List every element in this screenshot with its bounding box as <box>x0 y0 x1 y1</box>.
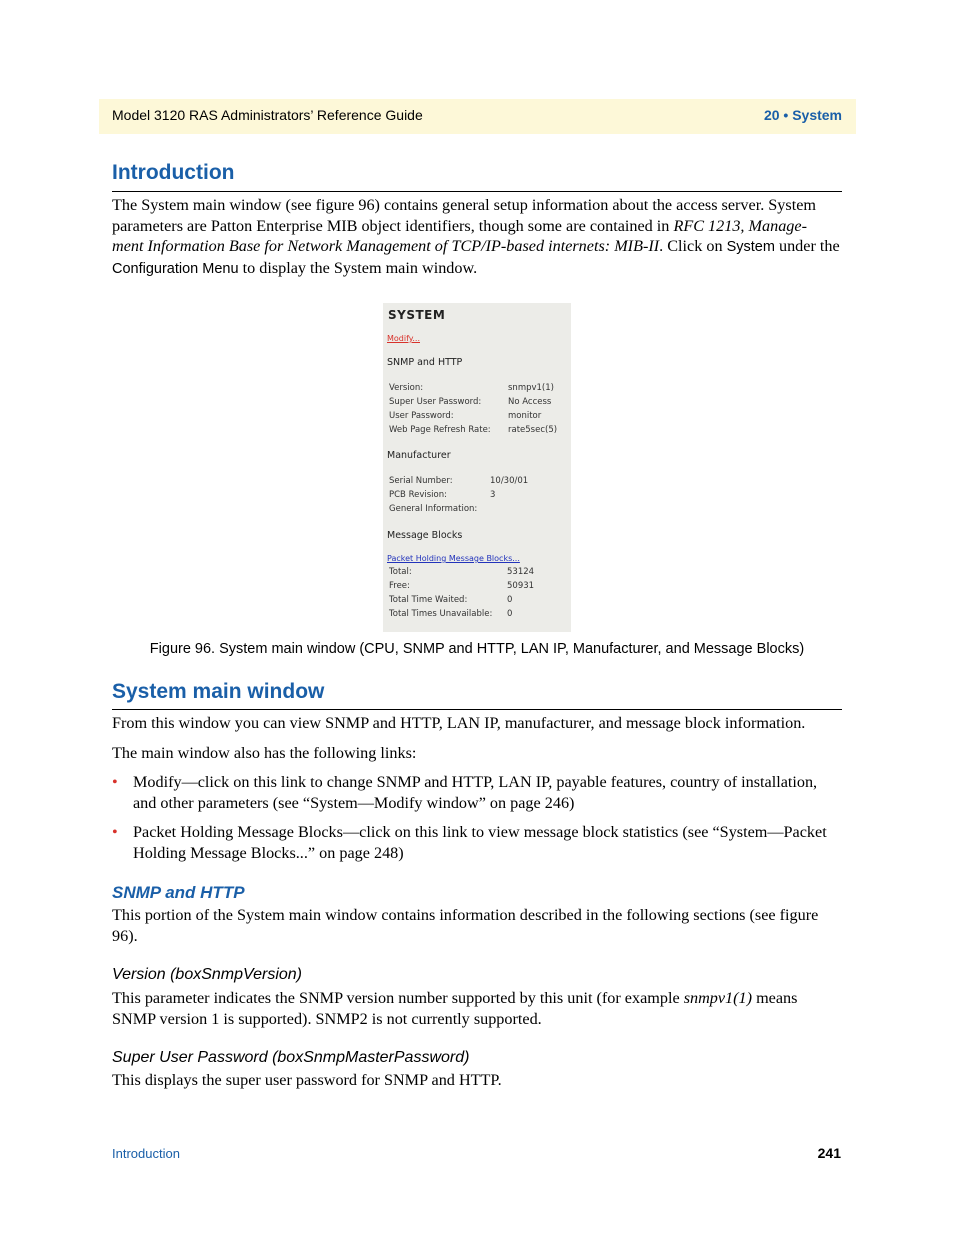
intro-text-c: under the <box>774 237 840 255</box>
snmp-and-http-heading: SNMP and HTTP <box>112 883 245 902</box>
fig-manufacturer-section: Manufacturer <box>387 450 451 461</box>
version-heading: Version (boxSnmpVersion) <box>112 966 303 983</box>
version-paragraph <box>112 988 842 1029</box>
rfc-reference: RFC 1213, Manage- ment Information Base for Network Management of TCP/IP-based internets: MIB-II <box>112 216 807 255</box>
fig-packet-holding-link[interactable]: Packet Holding Message Blocks... <box>387 554 520 563</box>
introduction-paragraph <box>112 195 842 279</box>
introduction-rule <box>112 191 842 192</box>
fig-snmp-section: SNMP and HTTP <box>387 357 463 368</box>
bullet-mark: • <box>112 823 118 841</box>
configuration-menu-ref: Configuration Menu <box>112 260 239 277</box>
header-chapter: 20 • System <box>763 107 842 123</box>
fig-modify-link[interactable]: Modify... <box>387 334 420 343</box>
fig-message-blocks-section: Message Blocks <box>387 530 463 541</box>
bullet-modify-text: Modify—click on this link to change SNMP and HTTP, LAN IP, payable features, country of installation, and other parameters (see “System—Modify window” on page 246) <box>133 773 818 812</box>
main-window-paragraph-2: The main window also has the following links: <box>112 744 417 762</box>
bullet-packet-holding-text: Packet Holding Message Blocks—click on this link to view message block statistics (see “System—Packet Holding Message Blocks...” on page 248) <box>133 823 827 862</box>
system-main-window-rule <box>112 709 842 710</box>
version-example: snmpv1(1) <box>683 989 753 1007</box>
running-header <box>99 99 856 134</box>
version-text-b: means SNMP version 1 is supported). SNMP2 is not currently supported. <box>112 989 798 1028</box>
intro-text-b: . Click on <box>659 237 727 255</box>
bullet-mark: • <box>112 773 118 791</box>
page-number: 241 <box>817 1145 841 1161</box>
introduction-heading: Introduction <box>112 161 235 184</box>
super-user-password-heading: Super User Password (boxSnmpMasterPassword) <box>112 1049 470 1066</box>
footer-section-name: Introduction <box>112 1146 180 1161</box>
version-text-a: This parameter indicates the SNMP version number supported by this unit (for example <box>112 989 684 1007</box>
figure-caption: Figure 96. System main window (CPU, SNMP and HTTP, LAN IP, Manufacturer, and Message Blocks) <box>149 641 805 657</box>
intro-text-a: The System main window (see figure 96) contains general setup information about the access server. System parameters are Patton Enterprise MIB object identifiers, though some are contained in <box>112 196 816 235</box>
system-window-screenshot: SYSTEM Modify... SNMP and HTTP Version: snmpv1(1) Super User Password: No Access User Password: monitor Web Page Refresh Rate: rate5sec(5) Manufacturer Serial Number: 10/30/01 PCB Revision: 3 General Information: Message Blocks Packet Holding Message Blocks... Total: 53124 Free: 50931 Total Time Waited: 0 Total Times Unavailable: 0 <box>383 303 571 632</box>
super-user-password-paragraph: This displays the super user password for SNMP and HTTP. <box>112 1071 502 1089</box>
system-main-window-heading: System main window <box>112 680 325 703</box>
system-menu-ref: System <box>726 239 775 255</box>
fig-system-title: SYSTEM <box>388 308 446 322</box>
header-doc-title: Model 3120 RAS Administrators’ Reference Guide <box>112 107 423 123</box>
intro-text-d: to display the System main window. <box>238 258 478 277</box>
snmp-paragraph: This portion of the System main window contains information described in the following sections (see figure 96). <box>112 906 819 945</box>
main-window-paragraph-1: From this window you can view SNMP and HTTP, LAN IP, manufacturer, and message block information. <box>112 714 806 732</box>
